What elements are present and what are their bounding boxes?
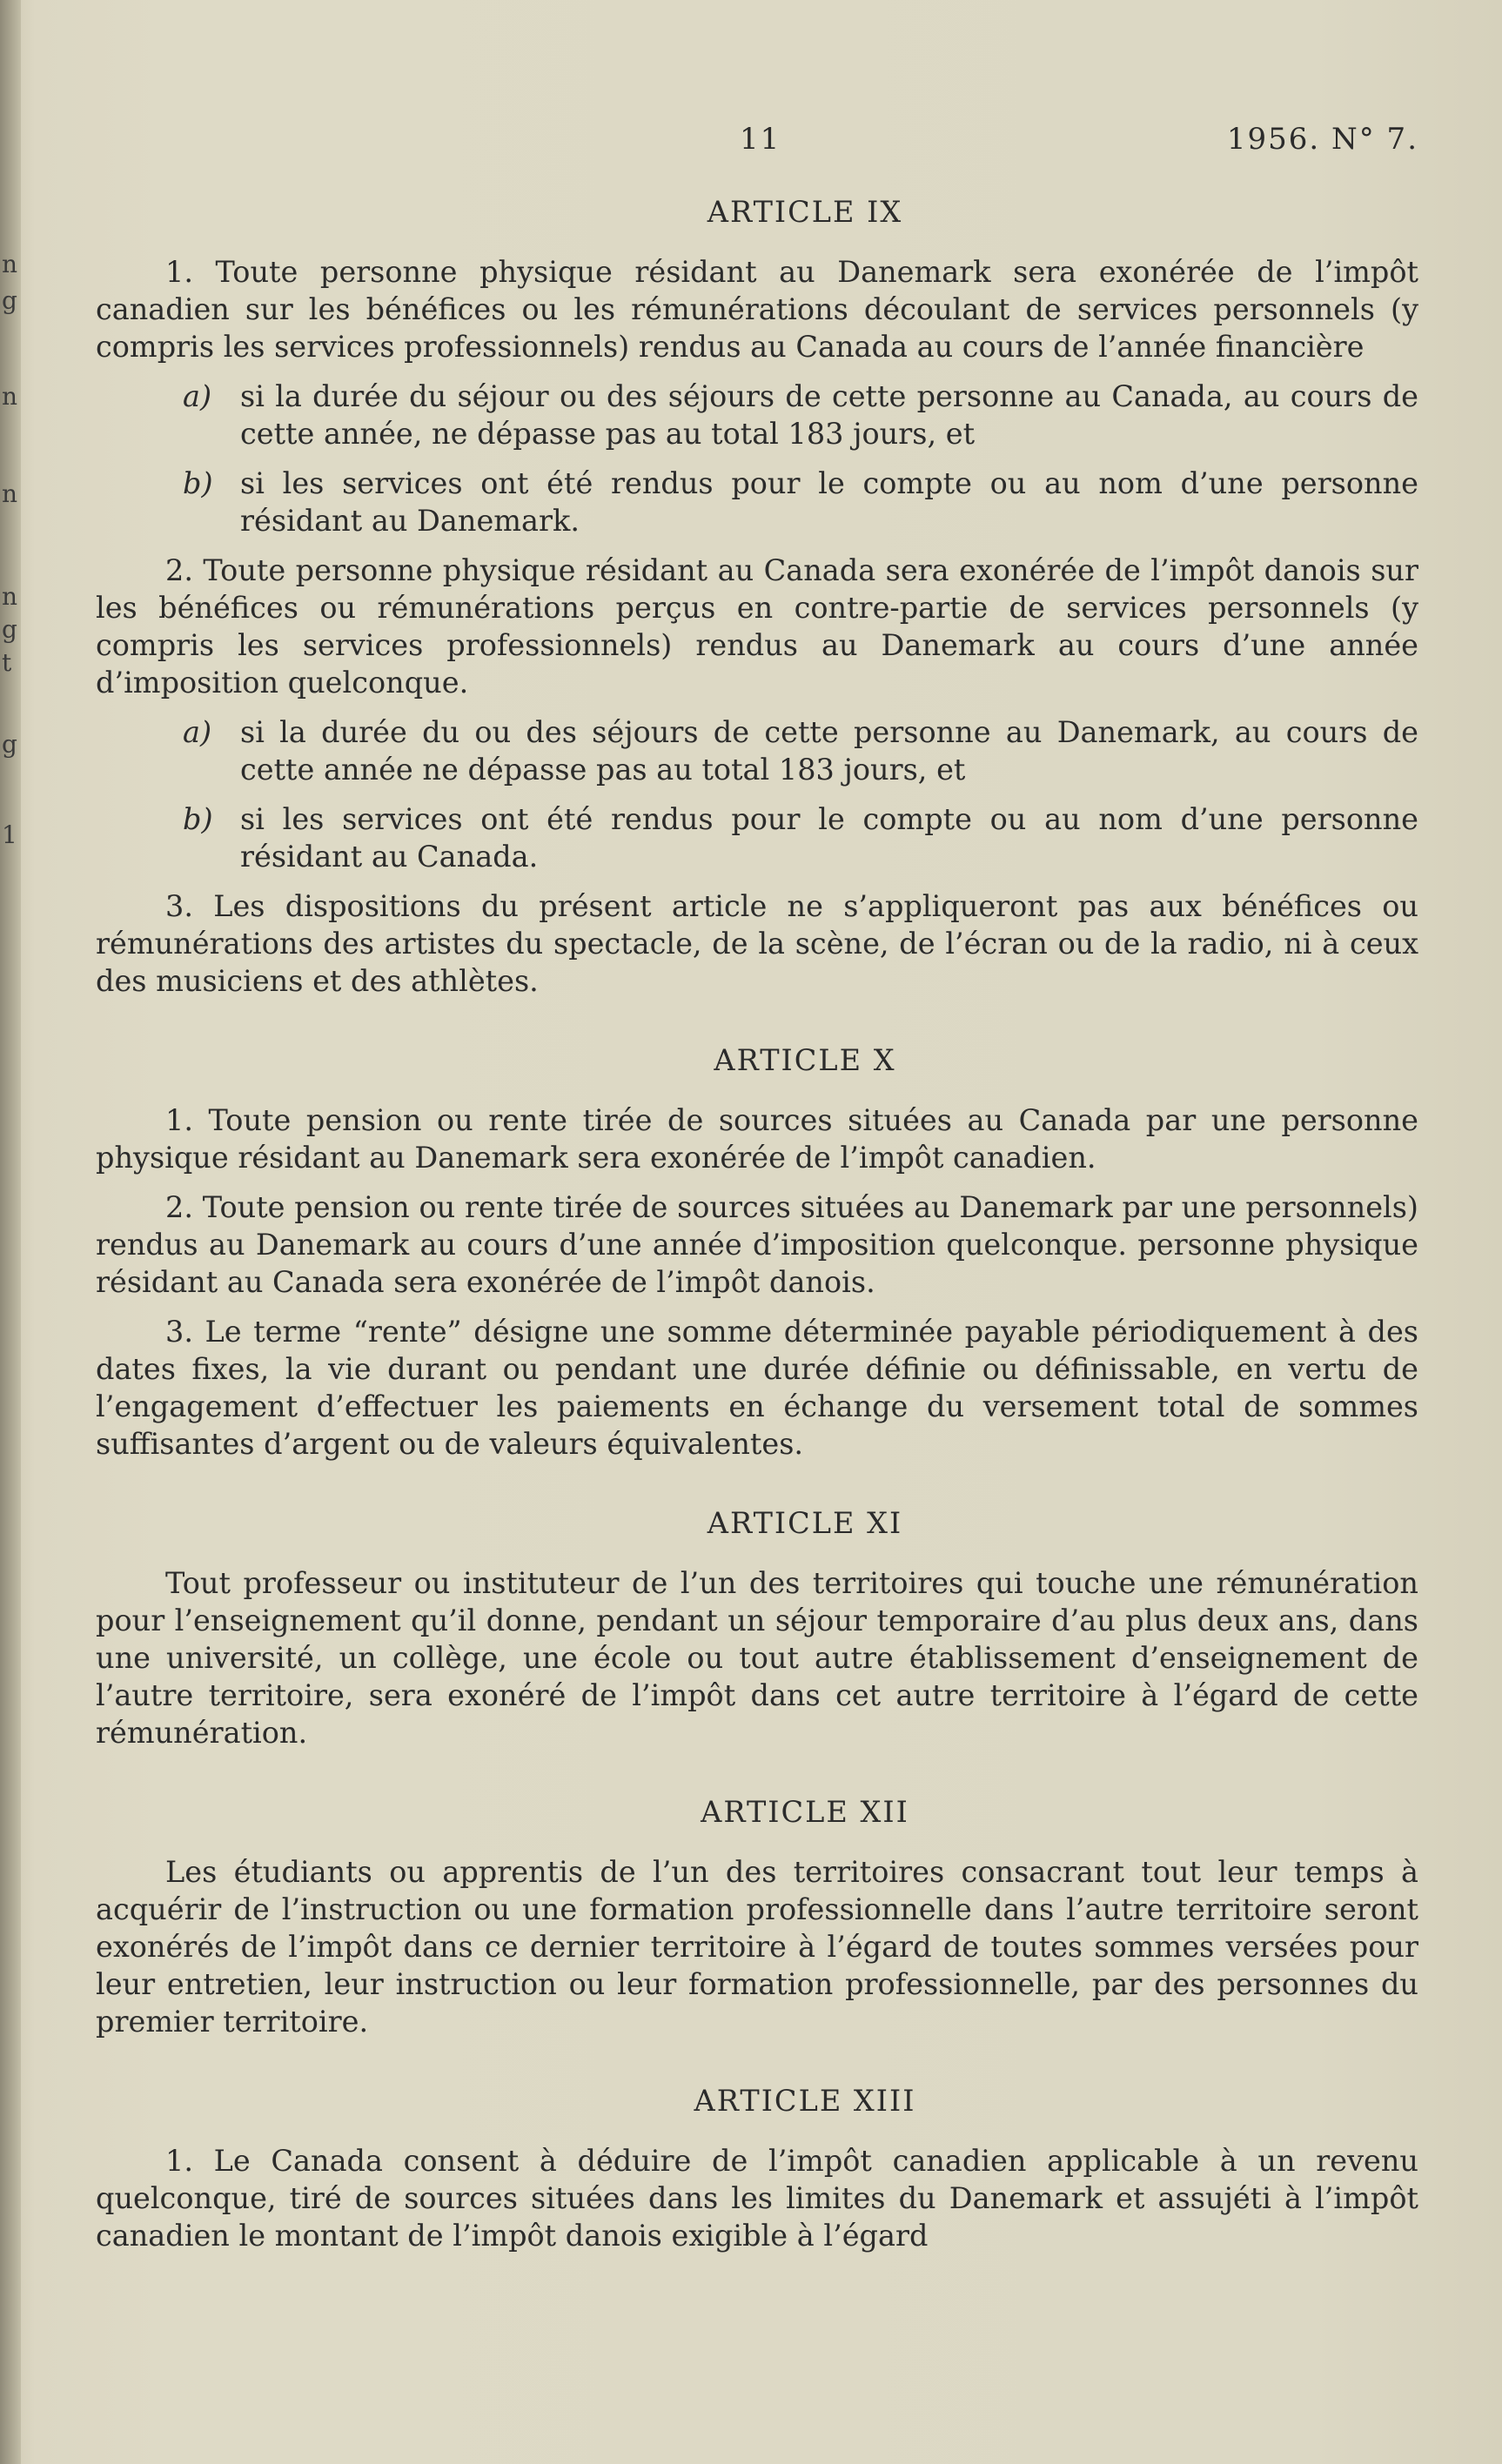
article-xii <box>96 1793 1418 2040</box>
article-title: ARTICLE IX <box>707 195 903 229</box>
paragraph: 1. Toute personne physique résidant au Danemark sera exonérée de l’impôt canadien sur les bénéfices ou les rémunérations découlant de services personnels (y compris les services professionnels) rendus au Canada au cours de l’année financière <box>96 255 1418 364</box>
margin-mark: g <box>2 730 17 759</box>
item-label: a) <box>183 715 212 749</box>
item-text: si la durée du ou des séjours de cette personne au Danemark, au cours de cette année ne dépasse pas au total 183 jours, et <box>240 715 1418 787</box>
list-item <box>96 378 1418 452</box>
paragraph: 2. Toute pension ou rente tirée de sources situées au Danemark par une personnels) rendus au Danemark au cours d’une année d’imposition quelconque. personne physique résidant au Canada sera exonérée de l’impôt danois. <box>96 1190 1418 1299</box>
margin-mark: n <box>2 582 18 611</box>
article-title: ARTICLE XIII <box>694 2084 916 2118</box>
paragraph: 3. Le terme “rente” désigne une somme déterminée payable périodiquement à des dates fixes, la vie durant ou pendant une durée définie ou définissable, en vertu de l’engagement d’effectuer les paiements en échange du versement total de sommes suffisantes d’argent ou de valeurs équivalentes. <box>96 1315 1418 1461</box>
item-label: b) <box>183 802 213 836</box>
page-header <box>96 122 1418 174</box>
document-body <box>96 193 1418 2266</box>
page-number: 11 <box>740 122 781 157</box>
issue-reference: 1956. N° 7. <box>1226 122 1418 157</box>
margin-mark: n <box>2 382 18 411</box>
article-title: ARTICLE XI <box>707 1506 903 1540</box>
paragraph: 3. Les dispositions du présent article ne s’appliqueront pas aux bénéfices ou rémunérations des artistes du spectacle, de la scène, de l’écran ou de la radio, ni à ceux des musiciens et des athlètes. <box>96 889 1418 998</box>
margin-mark: t <box>2 648 12 677</box>
list-item <box>96 465 1418 539</box>
item-text: si les services ont été rendus pour le compte ou au nom d’une personne résidant au Canada. <box>240 802 1418 874</box>
paragraph: 2. Toute personne physique résidant au Canada sera exonérée de l’impôt danois sur les bénéfices ou rémunérations perçus en contre-partie de services personnels (y compris les services professionnels) rendus au Danemark au cours d’une année d’imposition quelconque. <box>96 553 1418 700</box>
article-ix <box>96 193 1418 1000</box>
margin-mark: n <box>2 250 18 278</box>
paragraph: 1. Toute pension ou rente tirée de sources situées au Canada par une personne physique résidant au Danemark sera exonérée de l’impôt canadien. <box>96 1103 1418 1175</box>
item-label: b) <box>183 466 213 500</box>
margin-mark: g <box>2 286 17 315</box>
item-text: si les services ont été rendus pour le compte ou au nom d’une personne résidant au Danemark. <box>240 466 1418 538</box>
article-xi <box>96 1504 1418 1751</box>
list-item <box>96 713 1418 788</box>
item-label: a) <box>183 379 212 413</box>
book-spine <box>0 0 21 2464</box>
article-x <box>96 1041 1418 1463</box>
article-xiii <box>96 2082 1418 2254</box>
margin-mark: n <box>2 479 18 508</box>
margin-mark: 1 <box>2 820 17 849</box>
margin-mark: g <box>2 615 17 644</box>
list-item <box>96 800 1418 875</box>
paragraph: Les étudiants ou apprentis de l’un des territoires consacrant tout leur temps à acquérir de l’instruction ou une formation professionnelle dans l’autre territoire seront exonérés de l’impôt dans ce dernier territoire à l’égard de toutes sommes versées pour leur entretien, leur instruction ou leur formation professionnelle, par des personnes du premier territoire. <box>96 1855 1418 2039</box>
item-text: si la durée du séjour ou des séjours de cette personne au Canada, au cours de cette année, ne dépasse pas au total 183 jours, et <box>240 379 1418 451</box>
paragraph: Tout professeur ou instituteur de l’un des territoires qui touche une rémunération pour l’enseignement qu’il donne, pendant un séjour temporaire d’au plus deux ans, dans une université, un collège, une école ou tout autre établissement d’enseignement de l’autre territoire, sera exonéré de l’impôt dans cet autre territoire à l’égard de cette rémunération. <box>96 1566 1418 1750</box>
article-title: ARTICLE X <box>714 1043 896 1077</box>
paragraph: 1. Le Canada consent à déduire de l’impôt canadien applicable à un revenu quelconque, tiré de sources situées dans les limites du Danemark et assujéti à l’impôt canadien le montant de l’impôt danois exigible à l’égard <box>96 2144 1418 2253</box>
article-title: ARTICLE XII <box>701 1795 909 1829</box>
